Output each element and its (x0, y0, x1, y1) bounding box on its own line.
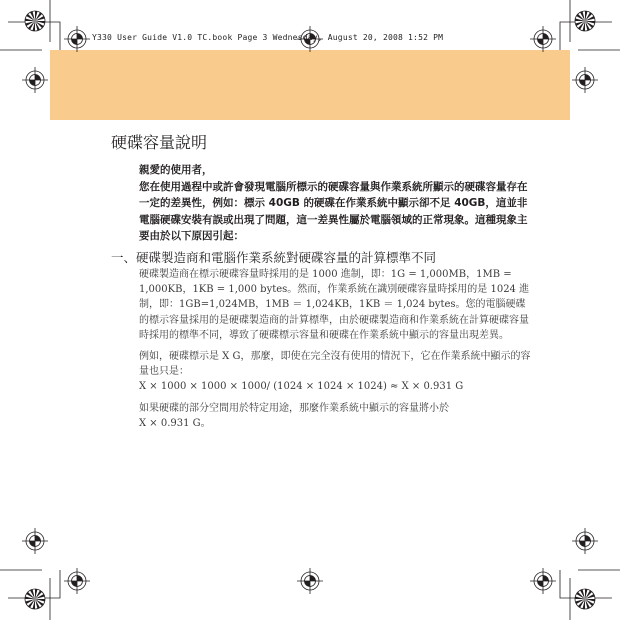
intro-block (139, 162, 531, 245)
paragraph-example (139, 349, 531, 395)
intro-greeting: 親愛的使用者， (139, 164, 213, 176)
reserved-space-text: 如果硬碟的部分空間用於特定用途，那麼作業系統中顯示的容量將小於 (139, 402, 449, 414)
example-formula: X × 1000 × 1000 × 1000/ (1024 × 1024 × 1024) ≈ X × 0.931 G (139, 381, 464, 393)
paragraph-decimal-vs-binary: 硬碟製造商在標示硬碟容量時採用的是 1000 進制，即：1G = 1,000MB，1MB = 1,000KB，1KB = 1,000 bytes。然而，作業系統在識別硬碟容量時採用的是 1024 進制，即：1GB=1,024MB，1MB ＝ 1,024KB，1KB ＝ 1,024 bytes。您的電腦硬碟的標示容量採用的是硬碟製造商的計算標準，由於硬碟製造商和作業系統在計算硬碟容量時採用的標準不同，導致了硬碟標示容量和硬碟在作業系統中顯示的容量出現差異。 (139, 269, 530, 341)
example-text: 例如，硬碟標示是 X G，那麼，即使在完全沒有使用的情況下，它在作業系統中顯示的容量也只是： (139, 351, 531, 378)
section-heading: 一、硬碟製造商和電腦作業系統對硬碟容量的計算標準不同 (111, 250, 437, 265)
paragraph-reserved-space (139, 401, 531, 431)
intro-paragraph: 您在使用過程中或許會發現電腦所標示的硬碟容量與作業系統所顯示的硬碟容量存在一定的差異性，例如：標示 40GB 的硬碟在作業系統中顯示卻不足 40GB，這並非電腦硬碟安裝有誤或出現了問題，這一差異性屬於電腦領域的正常現象。這種現象主要由於以下原因引起： (139, 180, 528, 242)
section-body (139, 267, 531, 437)
reserved-space-formula: X × 0.931 G。 (139, 417, 211, 429)
page-title: 硬碟容量說明 (111, 133, 208, 152)
print-file-info: Y330 User Guide V1.0 TC.book Page 3 Wednesday, August 20, 2008 1:52 PM (92, 33, 444, 42)
